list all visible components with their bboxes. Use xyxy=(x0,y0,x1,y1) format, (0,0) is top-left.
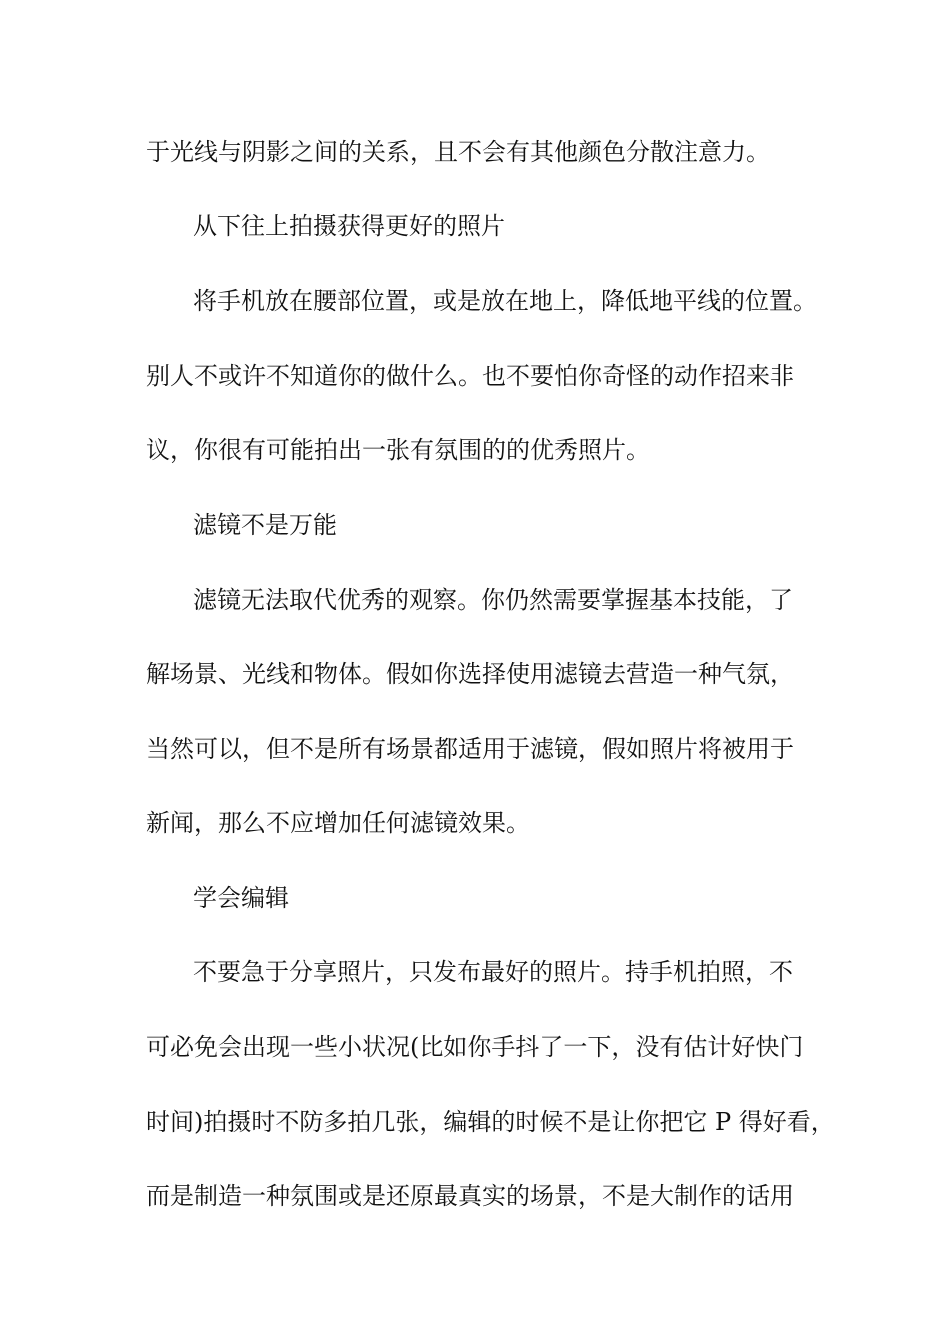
section-heading-low-angle: 从下往上拍摄获得更好的照片 xyxy=(193,212,505,240)
paragraph-line: 当然可以，但不是所有场景都适用于滤镜，假如照片将被用于 xyxy=(146,735,794,763)
paragraph-line: 时间)拍摄时不防多拍几张，编辑的时候不是让你把它 P 得好看， xyxy=(146,1108,835,1136)
paragraph-line: 而是制造一种氛围或是还原最真实的场景，不是大制作的话用 xyxy=(146,1182,794,1210)
paragraph-line: 解场景、光线和物体。假如你选择使用滤镜去营造一种气氛， xyxy=(146,660,794,688)
paragraph-line: 滤镜无法取代优秀的观察。你仍然需要掌握基本技能，了 xyxy=(193,586,793,614)
paragraph-line: 将手机放在腰部位置，或是放在地上，降低地平线的位置。 xyxy=(193,287,817,315)
paragraph-line: 议，你很有可能拍出一张有氛围的的优秀照片。 xyxy=(146,436,650,464)
section-heading-filters: 滤镜不是万能 xyxy=(193,511,337,539)
paragraph-line: 不要急于分享照片，只发布最好的照片。持手机拍照，不 xyxy=(193,958,793,986)
paragraph-line: 于光线与阴影之间的关系，且不会有其他颜色分散注意力。 xyxy=(146,138,770,166)
paragraph-line: 新闻，那么不应增加任何滤镜效果。 xyxy=(146,809,530,837)
paragraph-line: 别人不或许不知道你的做什么。也不要怕你奇怪的动作招来非 xyxy=(146,362,794,390)
section-heading-editing: 学会编辑 xyxy=(193,884,289,912)
paragraph-line: 可必免会出现一些小状况(比如你手抖了一下，没有估计好快门 xyxy=(146,1033,804,1061)
